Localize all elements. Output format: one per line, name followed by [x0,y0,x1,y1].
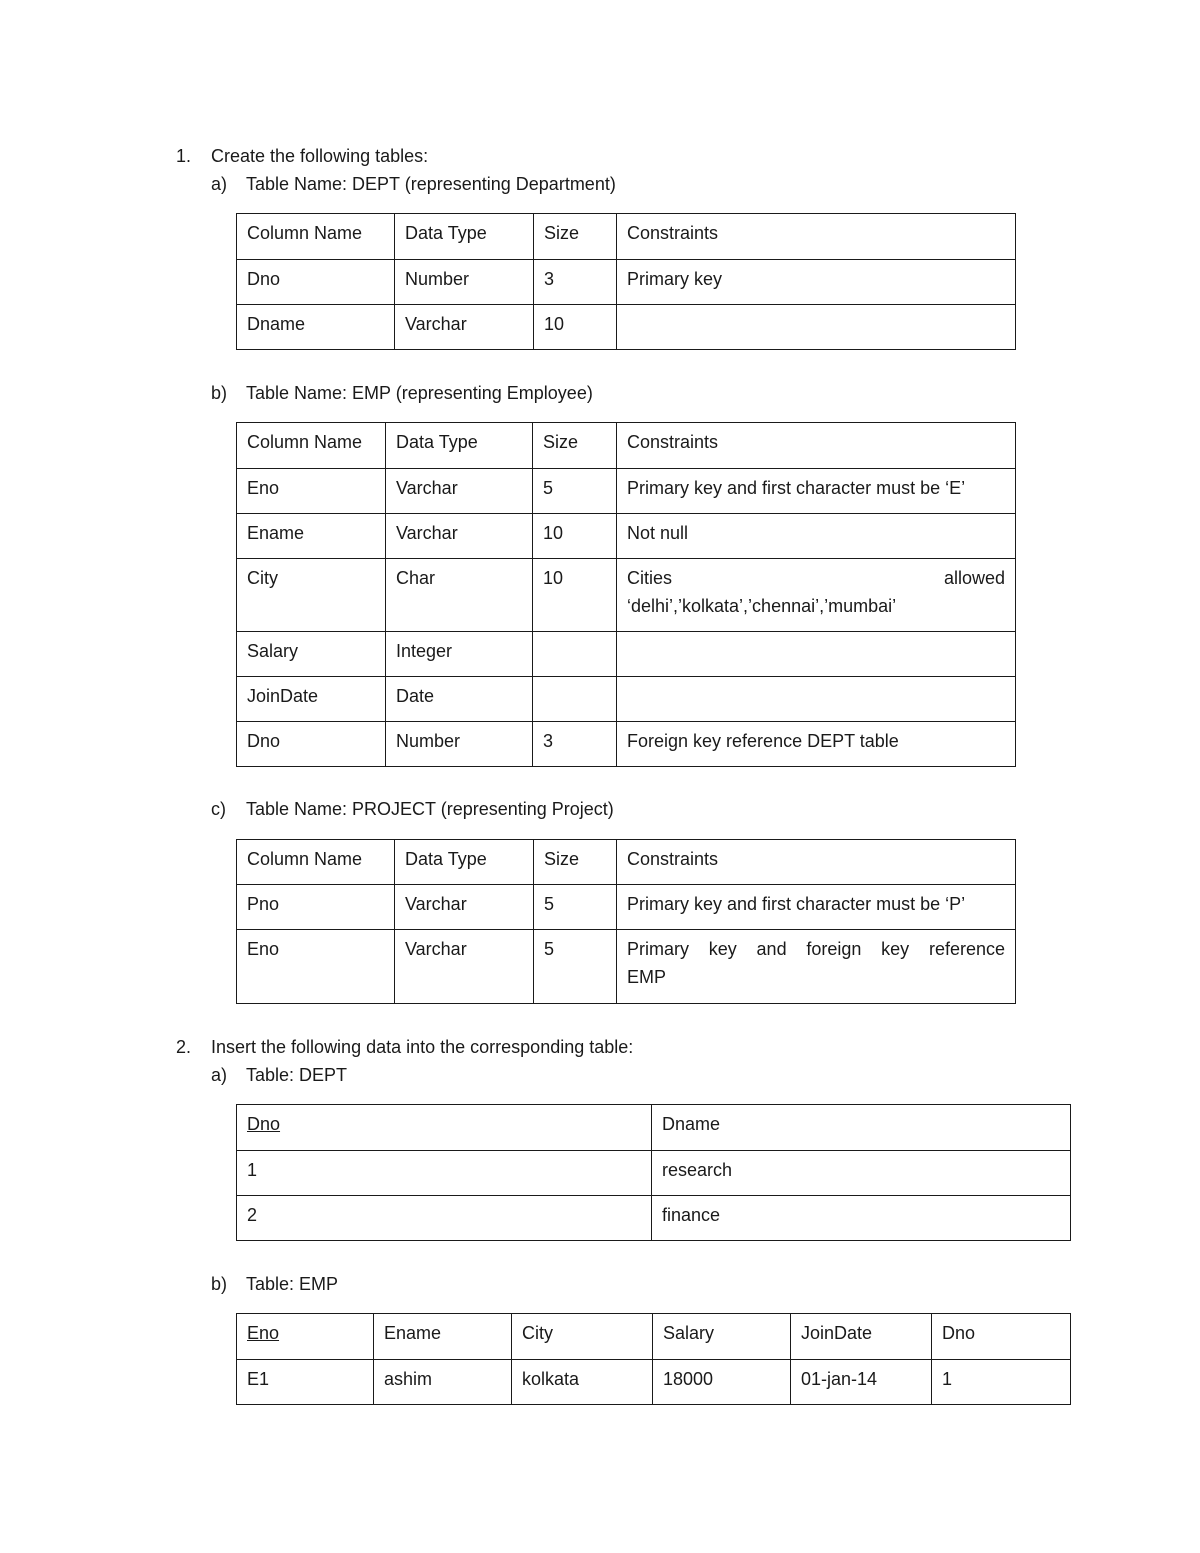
table-cell: City [237,559,386,632]
q2a-title: Table: DEPT [246,1065,348,1085]
table-cell: 10 [533,514,617,559]
table-row [237,840,1016,885]
table-cell [617,677,1016,722]
table-cell: Number [395,260,534,305]
header-cell: Column Name [237,214,395,260]
table-row [237,722,1016,767]
constraint-line-1 [627,935,1005,963]
constraint-line-2: EMP [627,967,667,987]
table-cell: 18000 [653,1360,791,1405]
table-cell: Ename [237,514,386,559]
table-cell: Varchar [395,885,534,930]
dept-data-table [236,1104,1071,1241]
table-cell: E1 [237,1360,374,1405]
table-cell: Varchar [395,305,534,350]
table-cell: Varchar [395,930,534,1004]
header-cell: Data Type [386,423,533,469]
constraint-word: Primary [627,939,689,959]
header-cell: Dno [932,1314,1071,1360]
table-row [237,1151,1071,1196]
table-cell: Number [386,722,533,767]
table-cell: Char [386,559,533,632]
table-cell [533,677,617,722]
constraint-line-1 [627,564,1005,592]
table-cell: Foreign key reference DEPT table [617,722,1016,767]
table-cell: Integer [386,632,533,677]
header-cell: Data Type [395,214,534,260]
header-cell: City [512,1314,653,1360]
table-cell [617,305,1016,350]
table-cell [617,930,1016,1004]
q2-number: 2. [176,1037,192,1057]
header-cell [237,1105,652,1151]
table-row [237,1314,1071,1360]
header-cell: Data Type [395,840,534,885]
table-cell: ashim [374,1360,512,1405]
q1c-title: Table Name: PROJECT (representing Project) [246,799,614,819]
table-row [237,930,1016,1004]
table-row [237,469,1016,514]
header-cell: Constraints [617,840,1016,885]
table-cell: Primary key and first character must be ‘P’ [617,885,1016,930]
emp-data-table [236,1313,1071,1405]
table-cell: Eno [237,469,386,514]
table-cell: kolkata [512,1360,653,1405]
q1b-letter: b) [211,383,228,403]
project-schema-table [236,839,1016,1004]
constraint-word: Cities [627,568,673,588]
table-cell: Primary key and first character must be ‘E’ [617,469,1016,514]
constraint-word: key [708,939,737,959]
table-cell: Primary key [617,260,1016,305]
table-cell: 10 [533,559,617,632]
table-cell [617,559,1016,632]
table-cell: 2 [237,1196,652,1241]
emp-schema-table [236,422,1016,767]
table-row [237,559,1016,632]
q1b-title: Table Name: EMP (representing Employee) [246,383,593,403]
table-cell: JoinDate [237,677,386,722]
table-cell [533,632,617,677]
table-cell: Not null [617,514,1016,559]
q2a-letter: a) [211,1065,228,1085]
table-cell: 5 [533,469,617,514]
table-cell: 1 [237,1151,652,1196]
header-cell: Column Name [237,423,386,469]
q2b-letter: b) [211,1274,228,1294]
q1c-letter: c) [211,799,226,819]
constraint-word: key [881,939,910,959]
q2-text: Insert the following data into the corresponding table: [211,1037,634,1057]
table-cell [617,632,1016,677]
table-row [237,214,1016,260]
header-cell: Ename [374,1314,512,1360]
header-cell [237,1314,374,1360]
table-cell: 5 [534,885,617,930]
table-row [237,1105,1071,1151]
key-header: Eno [247,1323,280,1343]
table-row [237,632,1016,677]
table-row [237,885,1016,930]
table-row [237,260,1016,305]
header-cell: Size [534,840,617,885]
header-cell: Size [533,423,617,469]
table-cell: Varchar [386,514,533,559]
header-cell: Constraints [617,214,1016,260]
constraint-word: foreign [806,939,862,959]
table-cell: Pno [237,885,395,930]
table-cell: 3 [533,722,617,767]
table-cell: 3 [534,260,617,305]
constraint-word: and [756,939,787,959]
header-cell: Column Name [237,840,395,885]
header-cell: Constraints [617,423,1016,469]
table-row [237,514,1016,559]
table-cell: Date [386,677,533,722]
table-row [237,305,1016,350]
table-row [237,677,1016,722]
table-row [237,1360,1071,1405]
table-cell: Dno [237,260,395,305]
table-cell: research [652,1151,1071,1196]
q1-text: Create the following tables: [211,146,429,166]
table-row [237,423,1016,469]
table-cell: finance [652,1196,1071,1241]
table-cell: 5 [534,930,617,1004]
table-cell: 01-jan-14 [791,1360,932,1405]
key-header: Dno [247,1114,281,1134]
header-cell: JoinDate [791,1314,932,1360]
q1-number: 1. [176,146,192,166]
table-cell: Salary [237,632,386,677]
table-cell: Dno [237,722,386,767]
table-cell: Dname [237,305,395,350]
constraint-line-2: ‘delhi’,’kolkata’,’chennai’,’mumbai’ [627,596,897,616]
table-row [237,1196,1071,1241]
constraint-word: reference [928,939,1005,959]
q2b-title: Table: EMP [246,1274,339,1294]
constraint-word: allowed [943,568,1005,588]
dept-schema-table [236,213,1016,350]
header-cell: Salary [653,1314,791,1360]
header-cell: Dname [652,1105,1071,1151]
table-cell: Varchar [386,469,533,514]
header-cell: Size [534,214,617,260]
table-cell: 1 [932,1360,1071,1405]
table-cell: 10 [534,305,617,350]
table-cell: Eno [237,930,395,1004]
q1a-title: Table Name: DEPT (representing Department) [246,174,616,194]
q1a-letter: a) [211,174,228,194]
